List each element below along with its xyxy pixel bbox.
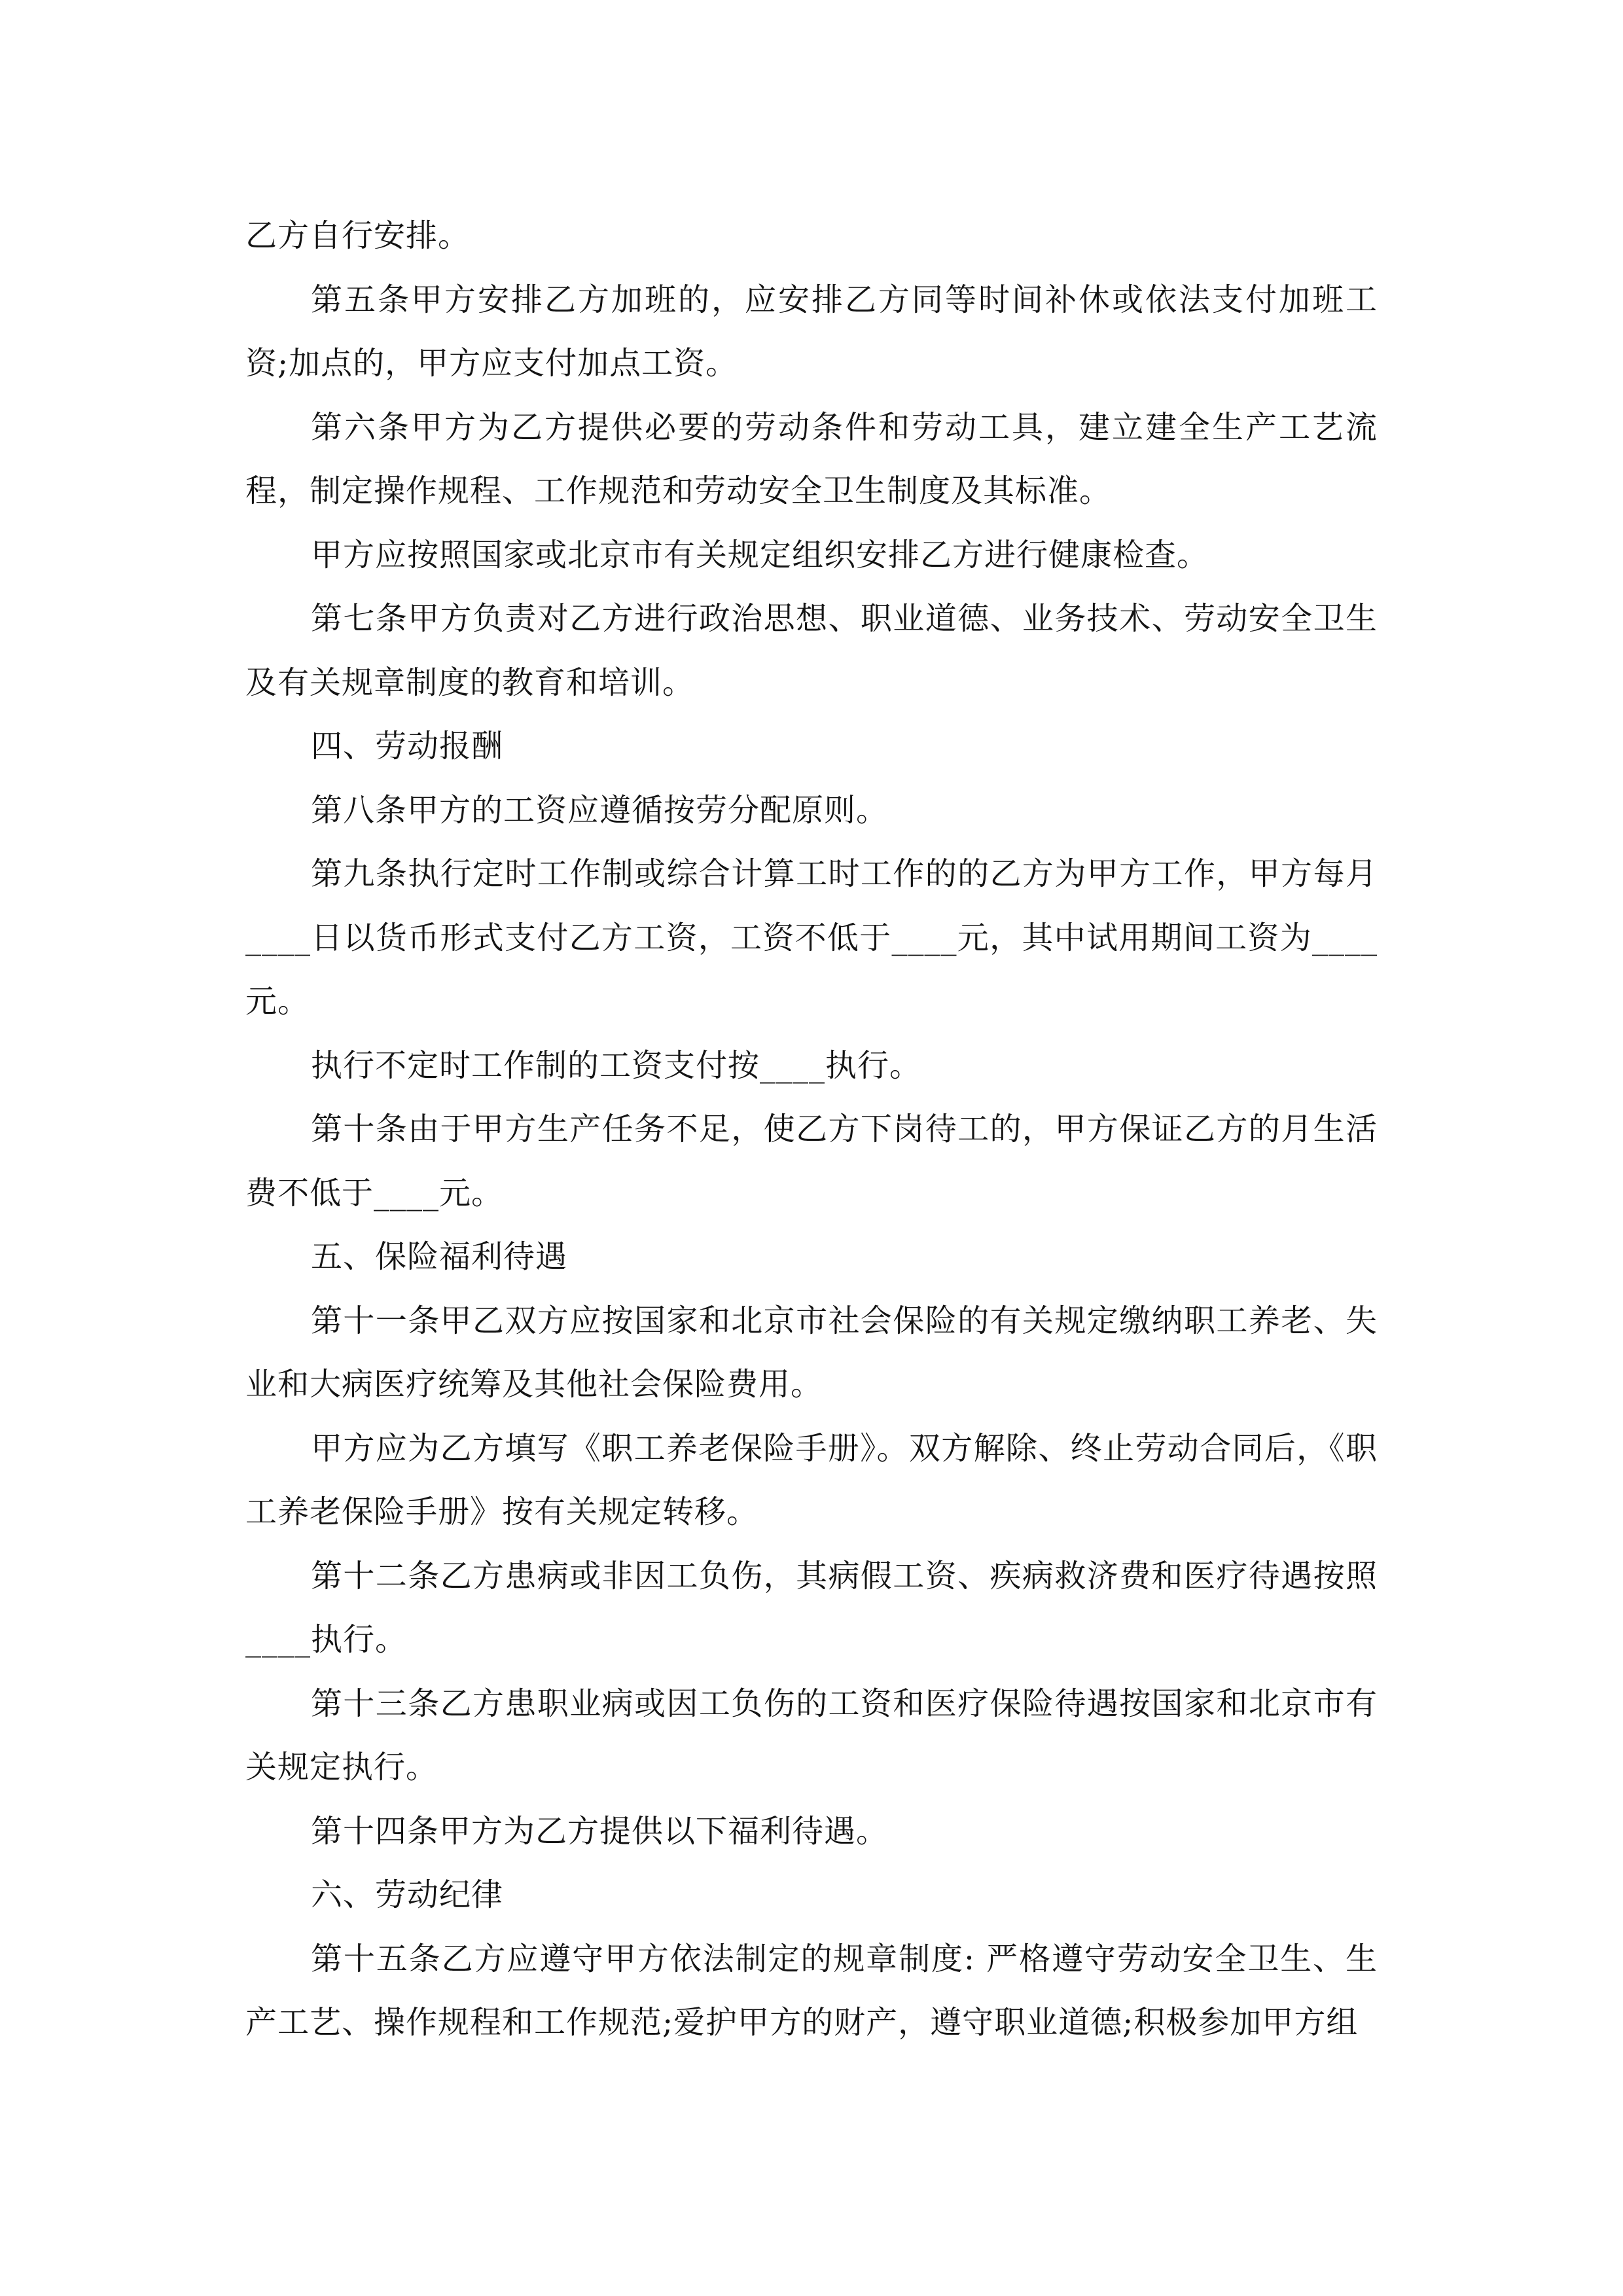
paragraph-article-9: 第九条执行定时工作制或综合计算工时工作的的乙方为甲方工作，甲方每月____日以货币形式支付乙方工资，工资不低于____元，其中试用期间工资为____元。 (245, 855, 1378, 1020)
paragraph-article-6: 第六条甲方为乙方提供必要的劳动条件和劳动工具，建立建全生产工艺流程，制定操作规程、工作规范和劳动安全卫生制度及其标准。 (245, 408, 1378, 509)
paragraph-article-9-flex: 执行不定时工作制的工资支付按____执行。 (311, 1047, 922, 1084)
paragraph-article-11-handbook: 甲方应为乙方填写《职工养老保险手册》。双方解除、终止劳动合同后，《职工养老保险手册》按有关规定转移。 (245, 1429, 1378, 1530)
paragraph-article-7: 第七条甲方负责对乙方进行政治思想、职业道德、业务技术、劳动安全卫生及有关规章制度的教育和培训。 (245, 600, 1378, 701)
paragraph-article-13: 第十三条乙方患职业病或因工负伤的工资和医疗保险待遇按国家和北京市有关规定执行。 (245, 1685, 1378, 1785)
paragraph-article-14: 第十四条甲方为乙方提供以下福利待遇。 (311, 1812, 889, 1850)
paragraph-article-8: 第八条甲方的工资应遵循按劳分配原则。 (311, 791, 889, 829)
paragraph-article-5: 第五条甲方安排乙方加班的，应安排乙方同等时间补休或依法支付加班工资;加点的，甲方应支付加点工资。 (245, 281, 1378, 382)
section-heading-6: 六、劳动纪律 (311, 1876, 504, 1913)
paragraph-continuation: 乙方自行安排。 (245, 217, 471, 254)
paragraph-article-15: 第十五条乙方应遵守甲方依法制定的规章制度: 严格遵守劳动安全卫生、生产工艺、操作规程和工作规范;爱护甲方的财产，遵守职业道德;积极参加甲方组 (245, 1940, 1378, 2041)
paragraph-article-11: 第十一条甲乙双方应按国家和北京市社会保险的有关规定缴纳职工养老、失业和大病医疗统筹及其他社会保险费用。 (245, 1302, 1378, 1403)
section-heading-5: 五、保险福利待遇 (311, 1238, 568, 1275)
paragraph-article-6-health: 甲方应按照国家或北京市有关规定组织安排乙方进行健康检查。 (311, 536, 1209, 573)
paragraph-article-12: 第十二条乙方患病或非因工负伤，其病假工资、疾病救济费和医疗待遇按照____执行。 (245, 1557, 1378, 1658)
section-heading-4: 四、劳动报酬 (311, 728, 504, 764)
paragraph-article-10: 第十条由于甲方生产任务不足，使乙方下岗待工的，甲方保证乙方的月生活费不低于____元。 (245, 1111, 1378, 1211)
document-body (245, 204, 1378, 2055)
